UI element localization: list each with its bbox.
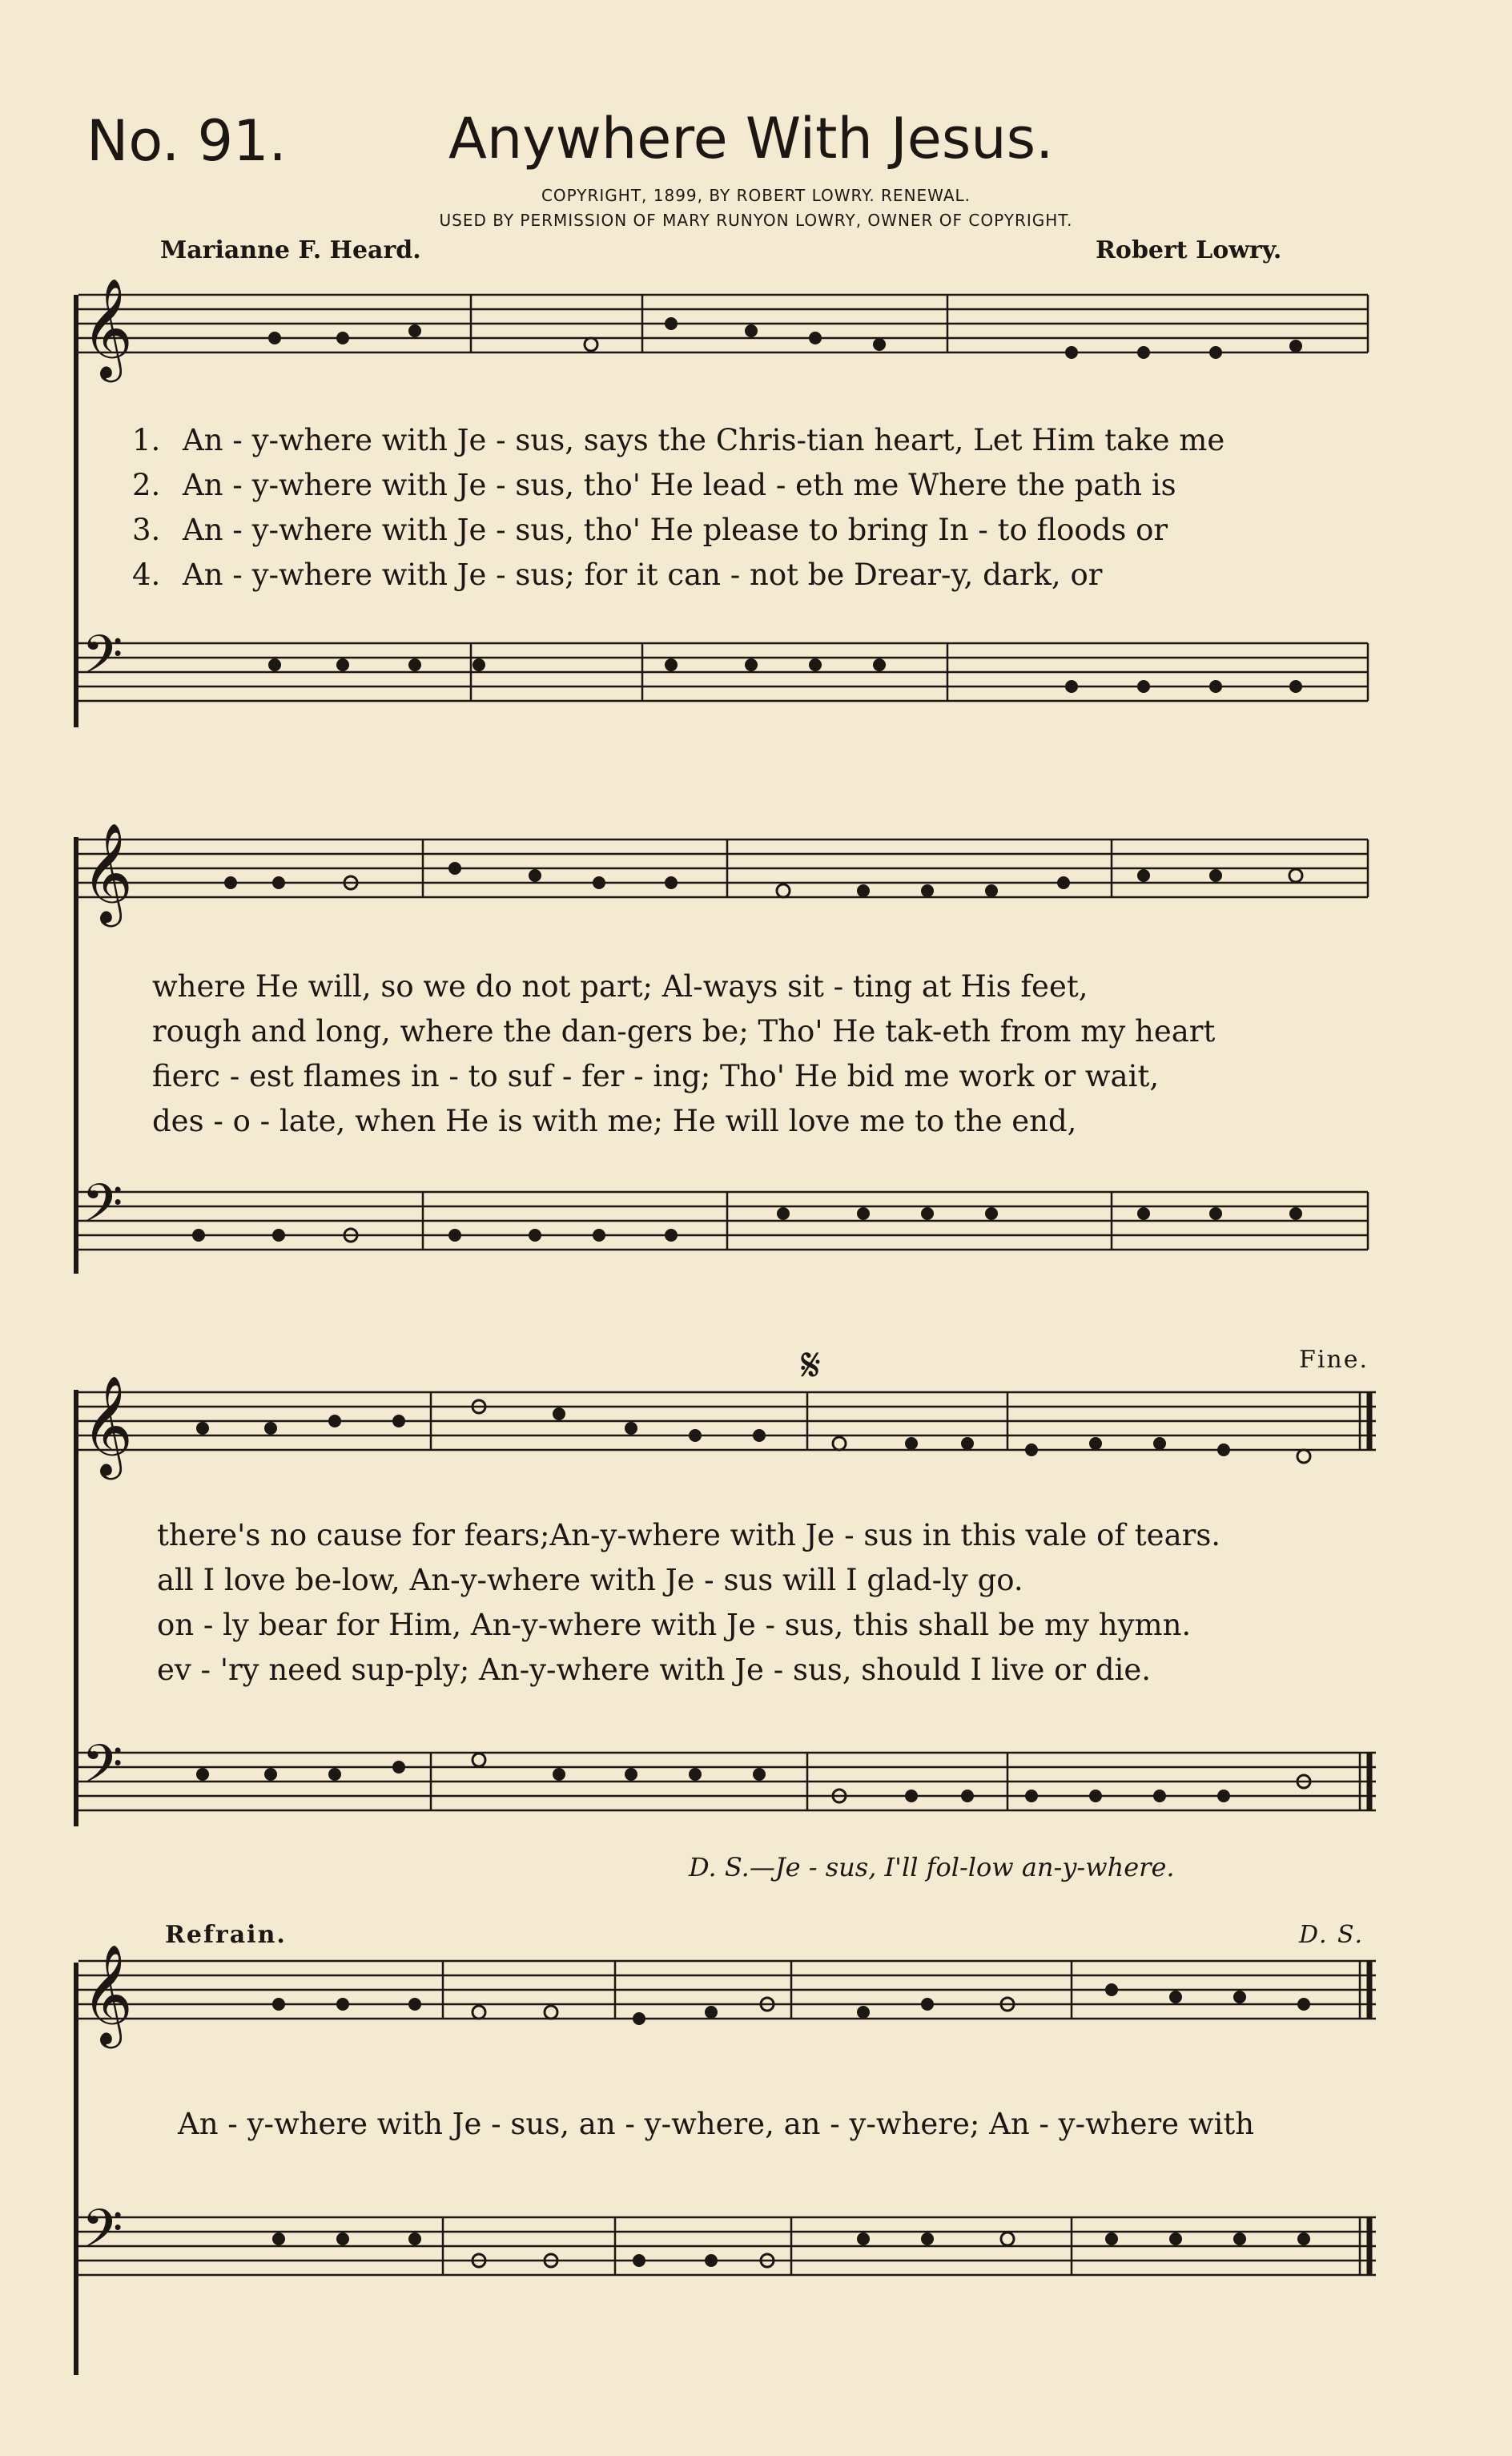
copyright-line-2: USED BY PERMISSION OF MARY RUNYON LOWRY, OWNER OF COPYRIGHT. [439,211,1073,230]
lyricist-credit: Marianne F. Heard. [160,236,421,264]
s3-verse-3: on - ly bear for Him, An-y-where with Je - sus, this shall be my hymn. [157,1608,1192,1642]
ds-mark: D. S. [1299,1921,1365,1949]
svg-text:𝄞: 𝄞 [82,823,133,923]
system-2-treble-staff [78,823,1368,929]
s1-verse-1: An - y-where with Je - sus, says the Chris-tian heart, Let Him take me [183,423,1225,457]
svg-text:𝄢: 𝄢 [82,1733,123,1808]
s3-verse-2: all I love be-low, An-y-where with Je - sus will I glad-ly go. [157,1563,1023,1597]
refrain-lyric: An - y-where with Je - sus, an - y-where, an - y-where; An - y-where with [178,2107,1255,2141]
s1-verse-2: An - y-where with Je - sus, tho' He lead - eth me Where the path is [183,468,1176,502]
fine-marking: Fine. [1299,1346,1369,1374]
svg-text:𝄞: 𝄞 [82,278,133,378]
s1-verse-1-num: 1. [132,423,161,457]
s1-verse-4-num: 4. [132,558,161,592]
system-4-treble-staff [78,1944,1376,2051]
svg-text:𝄢: 𝄢 [82,624,123,699]
copyright-line-1: COPYRIGHT, 1899, BY ROBERT LOWRY. RENEWAL. [541,186,971,205]
system-3-treble-staff [78,1375,1376,1482]
system-3-bass-staff [78,1733,1376,1842]
svg-text:𝄞: 𝄞 [82,1944,133,2044]
hymn-title: Anywhere With Jesus. [448,106,1054,171]
svg-text:𝄢: 𝄢 [82,1173,123,1247]
system-2-bass-staff [78,1173,1368,1282]
system-1-treble-staff [78,278,1368,385]
s1-verse-3: An - y-where with Je - sus, tho' He please to bring In - to floods or [183,513,1168,547]
composer-credit: Robert Lowry. [1096,236,1282,264]
s2-verse-2: rough and long, where the dan-gers be; Tho' He tak-eth from my heart [152,1014,1216,1049]
system-4-bass-staff [78,2198,1376,2307]
s2-verse-4: des - o - late, when He is with me; He will love me to the end, [152,1104,1077,1138]
system-1-bass-staff [78,624,1368,733]
s3-verse-4: ev - 'ry need sup-ply; An-y-where with Je - sus, should I live or die. [157,1653,1152,1687]
s1-verse-4: An - y-where with Je - sus; for it can - not be Drear-y, dark, or [183,558,1103,592]
s3-verse-1: there's no cause for fears;An-y-where with Je - sus in this vale of tears. [157,1518,1221,1552]
svg-text:𝄞: 𝄞 [82,1375,133,1476]
s1-verse-3-num: 3. [132,513,161,547]
s2-verse-1: where He will, so we do not part; Al-ways sit - ting at His feet, [152,969,1088,1004]
hymn-number: No. 91. [86,108,287,174]
ds-text: D. S.—Je - sus, I'll fol-low an-y-where. [689,1852,1175,1882]
s1-verse-2-num: 2. [132,468,161,502]
segno-sign: 𝄋 [801,1338,821,1392]
svg-text:𝄢: 𝄢 [82,2198,123,2273]
refrain-label: Refrain. [165,1921,287,1949]
s2-verse-3: fierc - est flames in - to suf - fer - ing; Tho' He bid me work or wait, [152,1059,1160,1093]
